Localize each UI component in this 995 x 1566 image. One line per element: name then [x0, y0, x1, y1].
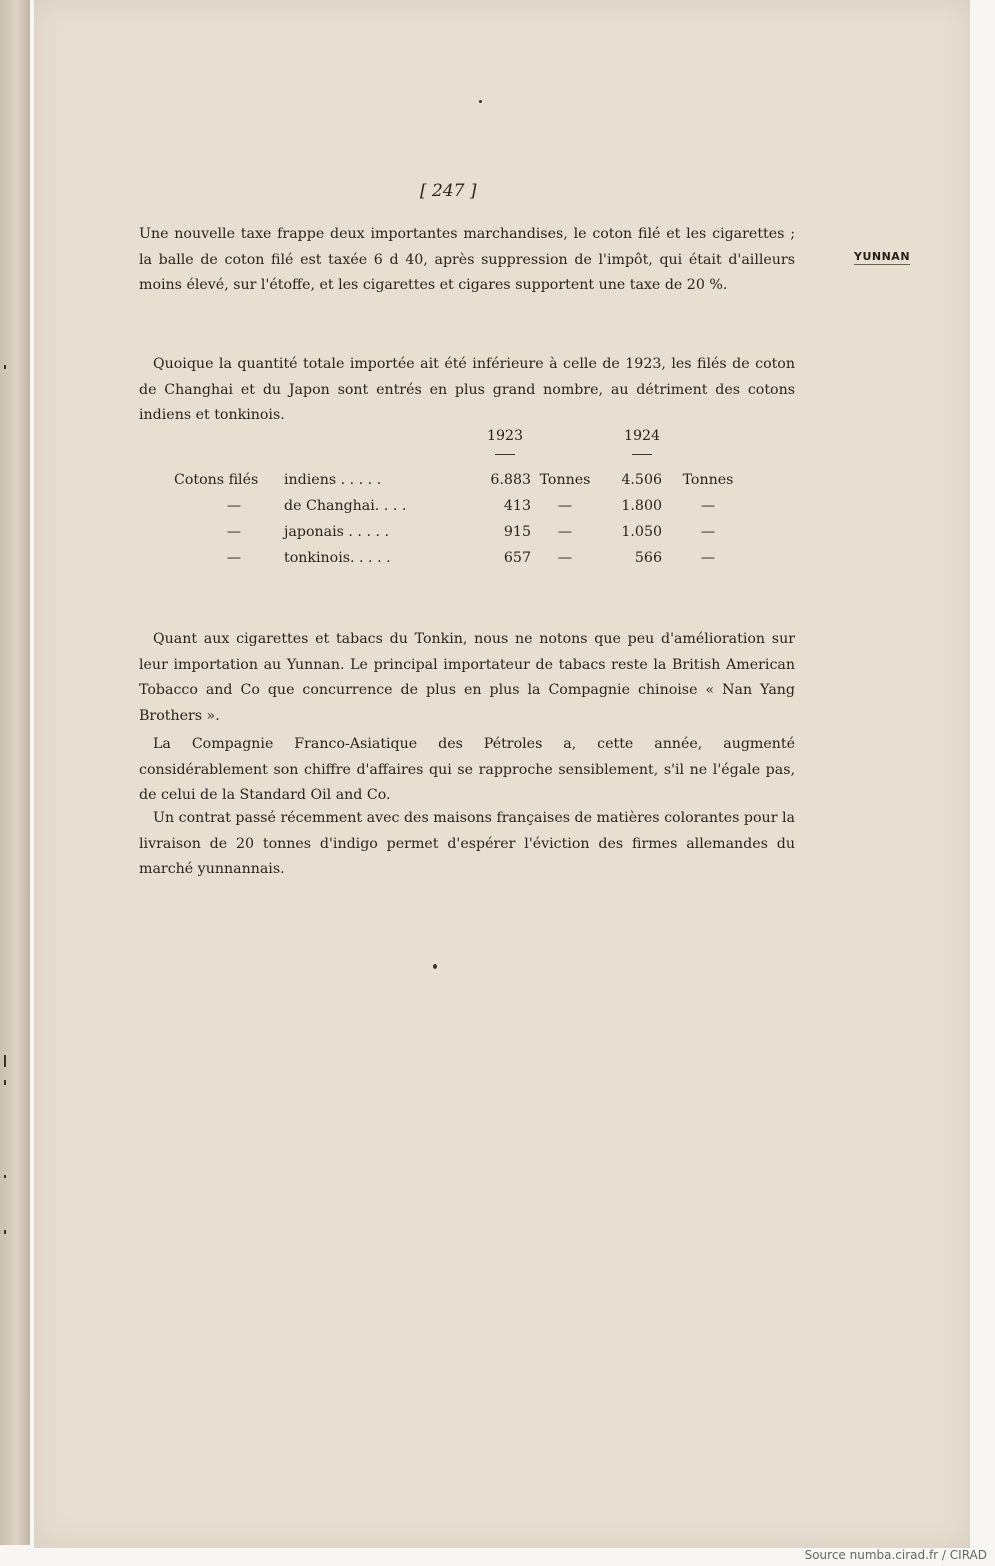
row-origin: indiens . . . . . [284, 472, 382, 488]
unit-1923: — [557, 550, 573, 566]
ink-mark [4, 365, 6, 369]
unit-1924: — [700, 498, 716, 514]
cotton-imports-table [174, 428, 744, 576]
value-1923: 6.883 [490, 472, 531, 488]
page-number: [ 247 ] [420, 181, 477, 201]
ink-speck [433, 964, 437, 969]
table-row [174, 550, 744, 576]
margin-title: YUNNAN [854, 250, 911, 263]
unit-1923: — [557, 498, 573, 514]
ink-mark [4, 1175, 6, 1178]
year-1923-header: 1923 [486, 428, 524, 444]
header-dash [495, 454, 515, 455]
row-origin: japonais . . . . . [284, 524, 389, 540]
value-1924: 1.800 [621, 498, 662, 514]
year-1924-header: 1924 [623, 428, 661, 444]
table-row [174, 472, 744, 498]
row-category: Cotons filés [174, 472, 259, 488]
paragraph-tobacco: Quant aux cigarettes et tabacs du Tonkin, nous ne notons que peu d'amélioration sur leur importation au Yunnan. Le principal importateur de tabacs reste la British American Tobacco and Co que concurrence de plus en plus la Compagnie chinoise « Nan Yang Brothers ». [139, 631, 795, 724]
unit-1923: Tonnes [539, 472, 591, 488]
value-1923: 915 [503, 524, 531, 540]
paragraph-cotton-tax: Une nouvelle taxe frappe deux importantes marchandises, le coton filé et les cigarettes ; la balle de coton filé est taxée 6 d 40, après suppression de l'impôt, qui était d'ailleurs moins élevé, sur l'étoffe, et les cigarettes et cigares supportent une taxe de 20 %. [139, 226, 795, 293]
table-row [174, 524, 744, 550]
row-category: — [226, 550, 242, 566]
ink-mark [4, 1080, 6, 1085]
ink-mark [4, 1230, 6, 1234]
source-credit: Source numba.cirad.fr / CIRAD [804, 1548, 987, 1562]
unit-1924: Tonnes [682, 472, 734, 488]
row-origin: tonkinois. . . . . [284, 550, 391, 566]
header-dash [632, 454, 652, 455]
value-1924: 566 [634, 550, 662, 566]
unit-1923: — [557, 524, 573, 540]
ink-speck [479, 100, 482, 103]
value-1924: 1.050 [621, 524, 662, 540]
value-1924: 4.506 [621, 472, 662, 488]
row-origin: de Changhai. . . . [284, 498, 407, 514]
adjacent-page-edge [0, 0, 30, 1545]
paragraph-indigo: Un contrat passé récemment avec des maisons françaises de matières colorantes pour la livraison de 20 tonnes d'indigo permet d'espérer l'éviction des firmes allemandes du marché yunnannais. [139, 810, 795, 877]
paragraph-petroleum: La Compagnie Franco-Asiatique des Pétroles a, cette année, augmenté considérablement son chiffre d'affaires qui se rapproche sensiblement, s'il ne l'égale pas, de celui de la Standard Oil and Co. [139, 736, 795, 803]
table-header [174, 428, 744, 472]
row-category: — [226, 524, 242, 540]
value-1923: 657 [503, 550, 531, 566]
table-row [174, 498, 744, 524]
row-category: — [226, 498, 242, 514]
value-1923: 413 [503, 498, 531, 514]
ink-mark [4, 1055, 6, 1067]
unit-1924: — [700, 550, 716, 566]
scanned-page [34, 0, 970, 1548]
paragraph-cotton-imports: Quoique la quantité totale importée ait été inférieure à celle de 1923, les filés de coton de Changhai et du Japon sont entrés en plus grand nombre, au détriment des cotons indiens et tonkinois. [139, 356, 795, 423]
unit-1924: — [700, 524, 716, 540]
